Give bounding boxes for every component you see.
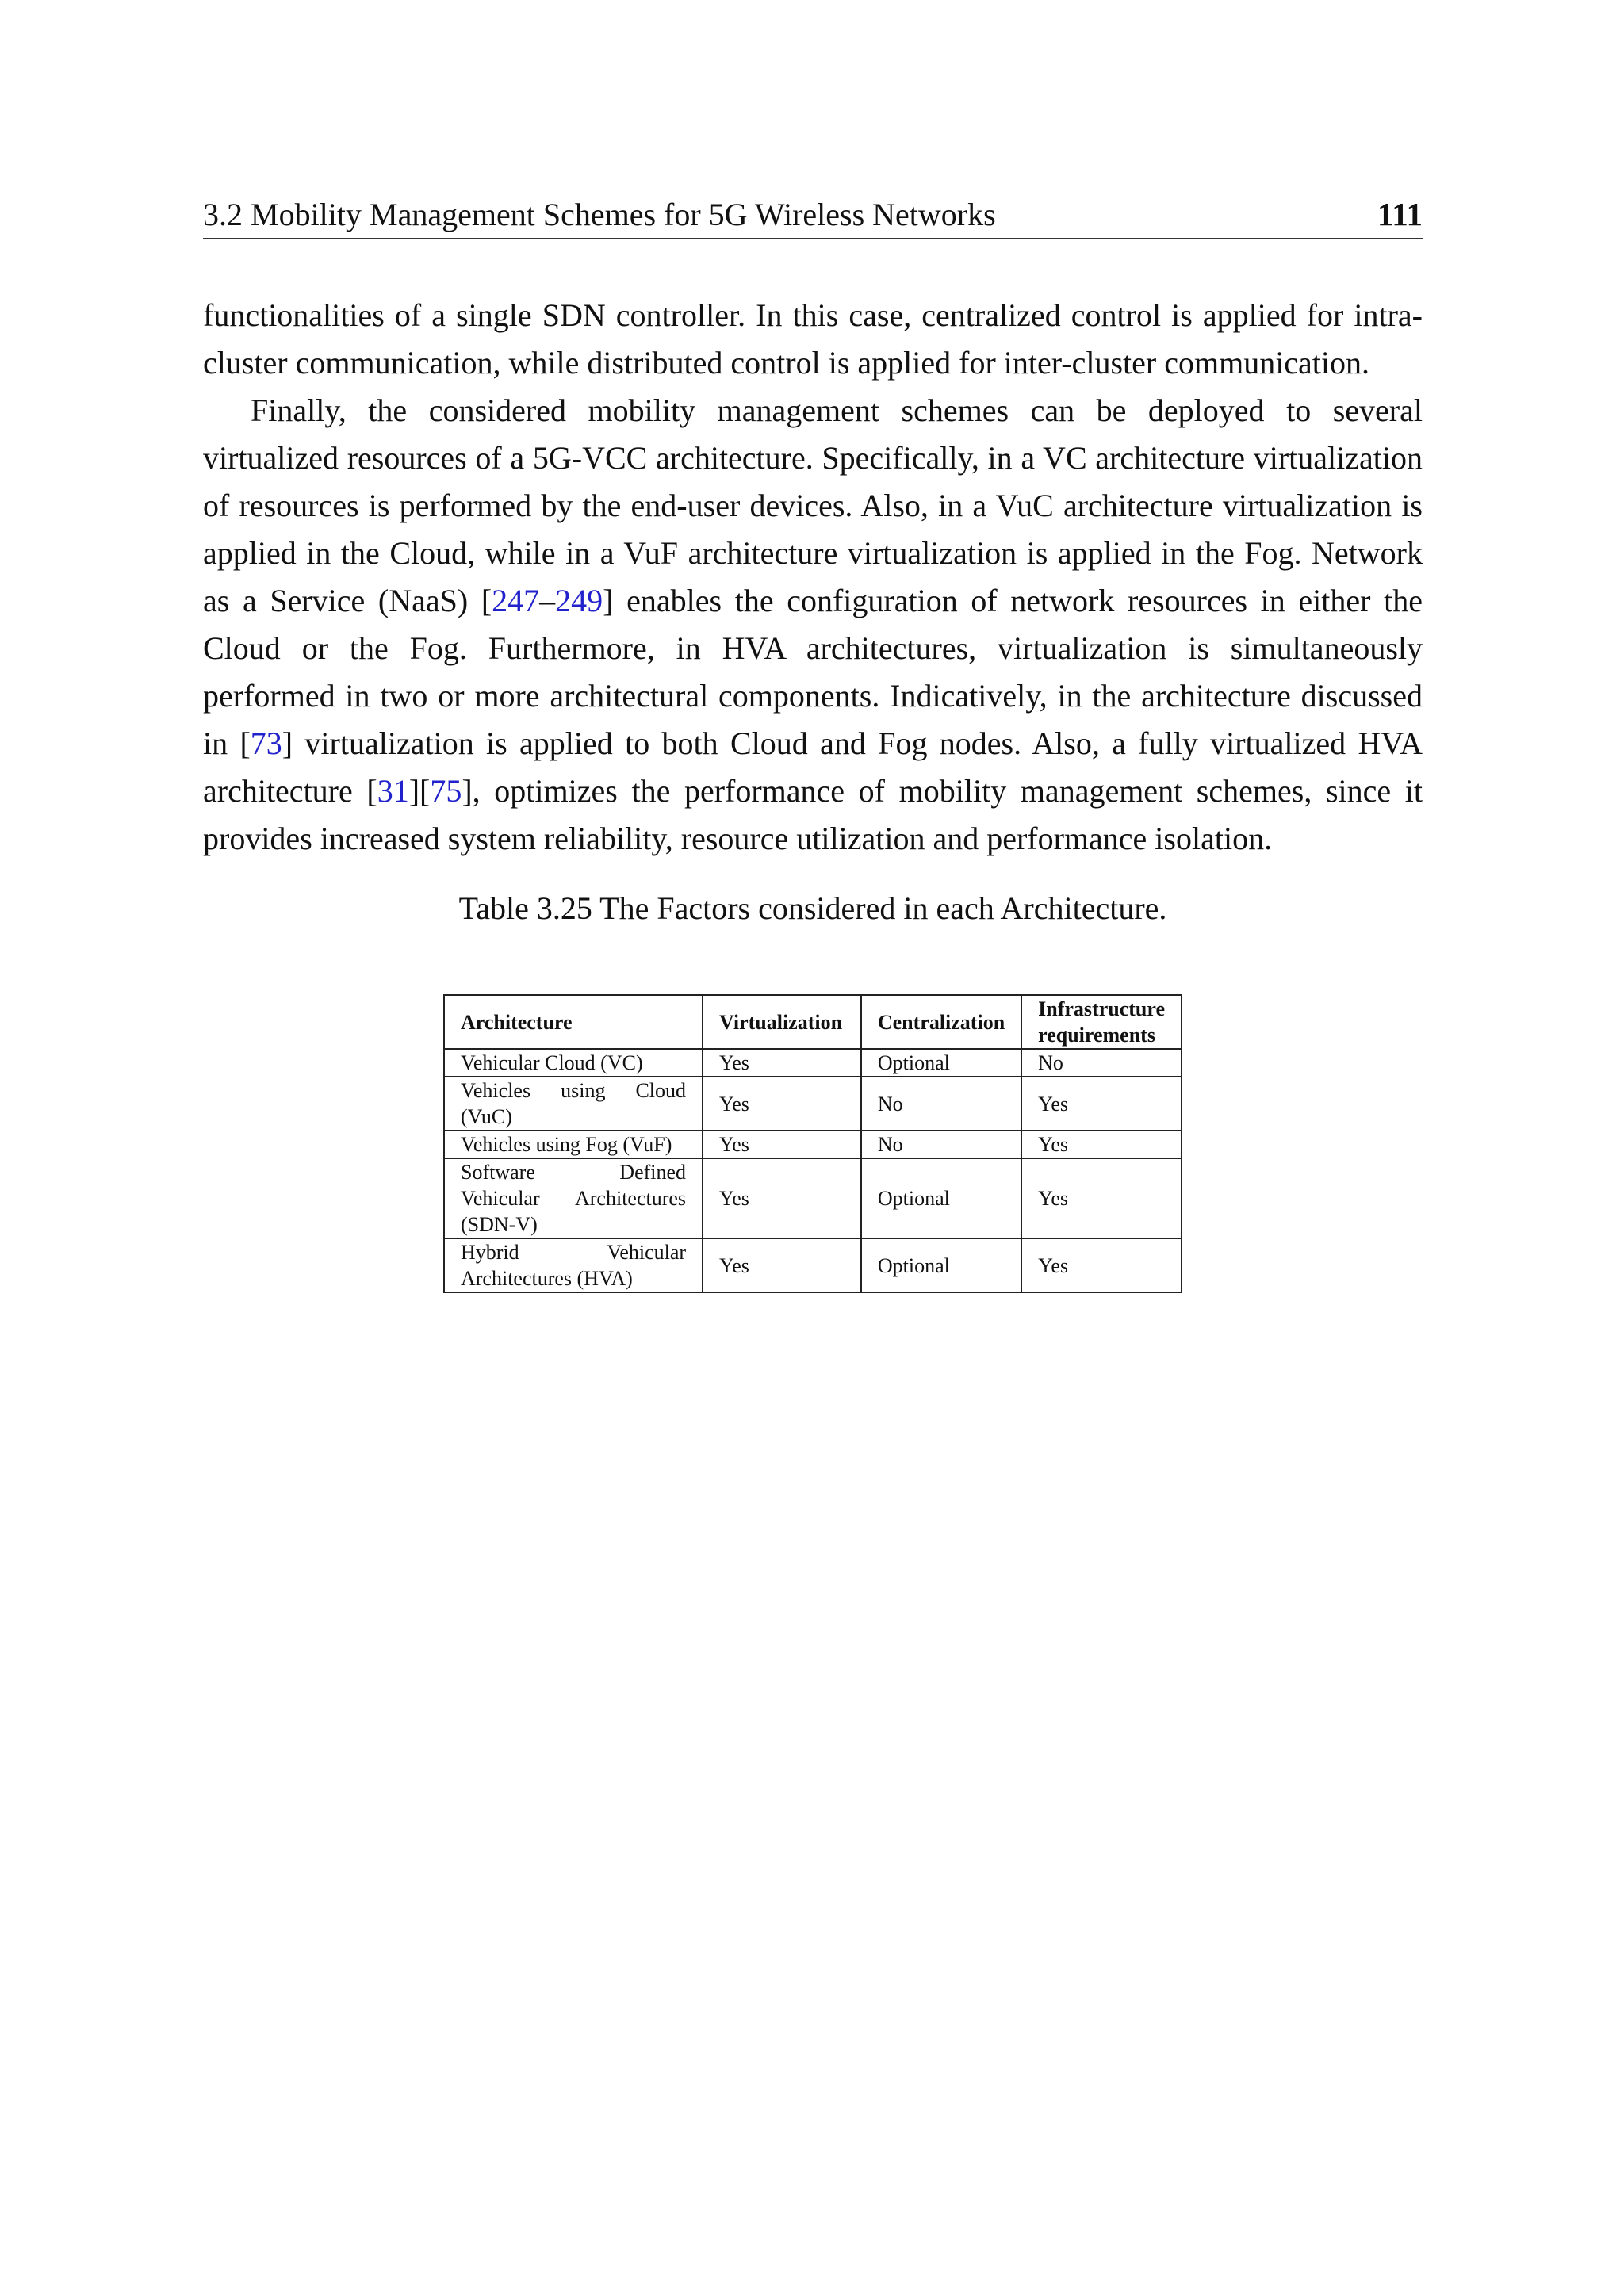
running-title: 3.2 Mobility Management Schemes for 5G Wireless Networks	[203, 197, 996, 232]
factors-table-container	[443, 994, 1182, 1293]
factors-table	[443, 994, 1182, 1293]
citation-separator: ][	[408, 773, 431, 809]
paragraph-2-text-4: ], optimizes the performance of mobility management schemes, since it provides increased system reliability, resource utilization and performance isolation.	[203, 773, 1423, 856]
citation-link-73[interactable]: 73	[250, 725, 282, 761]
table-row	[444, 1238, 1182, 1292]
cell-virtualization: Yes	[703, 1238, 861, 1292]
paragraph-2-text-1: Finally, the considered mobility management schemes can be deployed to several virtualized resources of a 5G-VCC architecture. Specifically, in a VC architecture virtualization of resources is performed by the end-user devices. Also, in a VuC architecture virtualization is applied in the Cloud, while in a VuF architecture virtualization is applied in the Fog. Network as a Service (NaaS) [	[203, 392, 1423, 618]
body-text	[203, 292, 1423, 863]
cell-infrastructure: Yes	[1021, 1158, 1182, 1238]
cell-centralization: Optional	[861, 1049, 1021, 1077]
paragraph-1: functionalities of a single SDN controller. In this case, centralized control is applied for intra-cluster communication, while distributed control is applied for inter-cluster communication.	[203, 297, 1423, 381]
cell-architecture: Software Defined Vehicular Architectures (SDN-V)	[444, 1158, 703, 1238]
header-architecture: Architecture	[444, 995, 703, 1049]
cell-virtualization: Yes	[703, 1077, 861, 1131]
cell-centralization: Optional	[861, 1158, 1021, 1238]
table-caption: Table 3.25 The Factors considered in each Architecture.	[458, 890, 1167, 926]
cell-centralization: No	[861, 1077, 1021, 1131]
cell-architecture: Hybrid Vehicular Architectures (HVA)	[444, 1238, 703, 1292]
cell-architecture: Vehicular Cloud (VC)	[444, 1049, 703, 1077]
paragraph-2	[203, 387, 1423, 863]
header-infrastructure-requirements: Infrastructure requirements	[1021, 995, 1182, 1049]
table-header-row	[444, 995, 1182, 1049]
cell-architecture: Vehicles using Cloud (VuC)	[444, 1077, 703, 1131]
cell-centralization: Optional	[861, 1238, 1021, 1292]
header-centralization: Centralization	[861, 995, 1021, 1049]
cell-infrastructure: Yes	[1021, 1131, 1182, 1158]
cell-virtualization: Yes	[703, 1131, 861, 1158]
table-row	[444, 1131, 1182, 1158]
page-number: 111	[1377, 196, 1423, 232]
header-virtualization: Virtualization	[703, 995, 861, 1049]
citation-range-dash: –	[539, 583, 556, 618]
cell-architecture: Vehicles using Fog (VuF)	[444, 1131, 703, 1158]
running-header	[203, 193, 1423, 239]
cell-infrastructure: Yes	[1021, 1077, 1182, 1131]
cell-infrastructure: No	[1021, 1049, 1182, 1077]
cell-virtualization: Yes	[703, 1049, 861, 1077]
table-row	[444, 1049, 1182, 1077]
cell-infrastructure: Yes	[1021, 1238, 1182, 1292]
cell-virtualization: Yes	[703, 1158, 861, 1238]
citation-link-75[interactable]: 75	[430, 773, 462, 809]
paragraph-2-text-3: ] virtualization is applied to both Cloud and Fog nodes. Also, a fully virtualized HVA architecture [	[203, 725, 1423, 809]
citation-link-31[interactable]: 31	[377, 773, 409, 809]
citation-link-249[interactable]: 249	[555, 583, 603, 618]
paragraph-2-text-2: ] enables the configuration of network resources in either the Cloud or the Fog. Furthermore, in HVA architectures, virtualization is simultaneously performed in two or more architectural components. Indicatively, in the architecture discussed in [	[203, 583, 1423, 761]
table-row	[444, 1158, 1182, 1238]
table-row	[444, 1077, 1182, 1131]
cell-centralization: No	[861, 1131, 1021, 1158]
citation-link-247[interactable]: 247	[492, 583, 540, 618]
